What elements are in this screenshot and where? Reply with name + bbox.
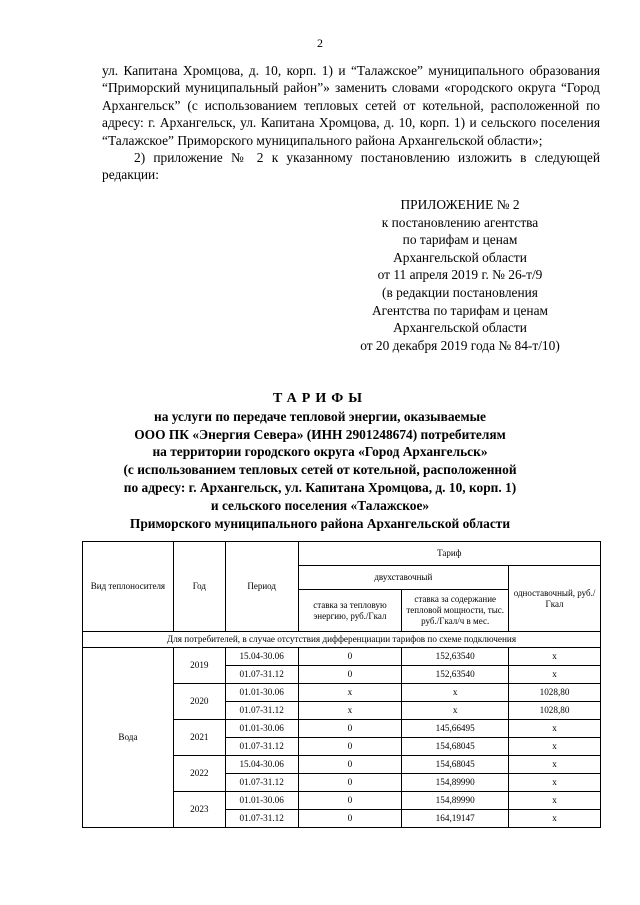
intro-text (102, 62, 600, 184)
period-cell: 01.07-31.12 (225, 702, 298, 720)
capacity-rate-cell: 152,63540 (402, 666, 509, 684)
header-single-rate: одноставочный, руб./Гкал (509, 566, 601, 632)
year-cell: 2022 (173, 756, 225, 792)
capacity-rate-cell: х (402, 702, 509, 720)
header-year: Год (173, 542, 225, 632)
period-cell: 01.07-31.12 (225, 810, 298, 828)
single-rate-cell: х (509, 666, 601, 684)
tariff-table (82, 541, 601, 828)
period-cell: 01.01-30.06 (225, 684, 298, 702)
energy-rate-cell: 0 (298, 774, 402, 792)
year-cell: 2020 (173, 684, 225, 720)
title-line: Приморского муниципального района Архангельской области (129, 515, 511, 531)
period-cell: 01.07-31.12 (225, 774, 298, 792)
energy-rate-cell: 0 (298, 648, 402, 666)
table-row (83, 648, 601, 666)
period-cell: 01.07-31.12 (225, 666, 298, 684)
capacity-rate-cell: 152,63540 (402, 648, 509, 666)
single-rate-cell: х (509, 648, 601, 666)
single-rate-cell: х (509, 720, 601, 738)
appendix-line: по тарифам и ценам (402, 232, 518, 248)
period-cell: 15.04-30.06 (225, 648, 298, 666)
energy-rate-cell: х (298, 684, 402, 702)
capacity-rate-cell: х (402, 684, 509, 702)
appendix-line: (в редакции постановления (382, 284, 538, 300)
period-cell: 01.01-30.06 (225, 792, 298, 810)
year-cell: 2019 (173, 648, 225, 684)
appendix-line: от 20 декабря 2019 года № 84-т/10) (360, 337, 560, 353)
title-line: на территории городского округа «Город Архангельск» (152, 444, 488, 460)
capacity-rate-cell: 145,66495 (402, 720, 509, 738)
single-rate-cell: х (509, 792, 601, 810)
energy-rate-cell: 0 (298, 792, 402, 810)
appendix-line: Архангельской области (393, 320, 527, 336)
capacity-rate-cell: 154,68045 (402, 756, 509, 774)
appendix-line: Агентства по тарифам и ценам (371, 302, 549, 318)
single-rate-cell: х (509, 756, 601, 774)
single-rate-cell: х (509, 810, 601, 828)
single-rate-cell: 1028,80 (509, 684, 601, 702)
period-cell: 15.04-30.06 (225, 756, 298, 774)
energy-rate-cell: 0 (298, 666, 402, 684)
header-energy-rate: ставка за тепловую энергию, руб./Гкал (298, 590, 402, 632)
year-cell: 2021 (173, 720, 225, 756)
year-cell: 2023 (173, 792, 225, 828)
carrier-cell: Вода (83, 648, 174, 828)
single-rate-cell: 1028,80 (509, 702, 601, 720)
title-line: на услуги по передаче тепловой энергии, оказываемые (154, 408, 486, 424)
header-capacity-rate: ставка за содержание тепловой мощности, тыс. руб./Гкал/ч в мес. (402, 590, 509, 632)
period-cell: 01.07-31.12 (225, 738, 298, 756)
title-line: и сельского поселения «Талажское» (210, 497, 430, 513)
energy-rate-cell: 0 (298, 720, 402, 738)
document-title (80, 390, 560, 532)
appendix-header (330, 196, 590, 354)
intro-paragraph-1: ул. Капитана Хромцова, д. 10, корп. 1) и “Талажское” муниципального образования “Приморский муниципальный район”» заменить словами «городского округа “Город Архангельск” (с использованием тепловых сетей от котельной, расположенной по адресу: г. Архангельск, ул. Капитана Хромцова, д. 10, корп. 1) и сельского поселения “Талажское” Приморского муниципального района Архангельской области»; (102, 63, 600, 148)
title-line: (с использованием тепловых сетей от котельной, расположенной (123, 462, 517, 478)
energy-rate-cell: 0 (298, 810, 402, 828)
header-carrier: Вид теплоносителя (83, 542, 174, 632)
energy-rate-cell: 0 (298, 756, 402, 774)
appendix-line: ПРИЛОЖЕНИЕ № 2 (400, 197, 520, 212)
title-line: ООО ПК «Энергия Севера» (ИНН 2901248674) потребителям (134, 426, 506, 442)
capacity-rate-cell: 154,89990 (402, 792, 509, 810)
capacity-rate-cell: 154,89990 (402, 774, 509, 792)
appendix-line: от 11 апреля 2019 г. № 26-т/9 (377, 267, 543, 283)
appendix-line: к постановлению агентства (381, 214, 539, 230)
page-number: 2 (317, 36, 323, 50)
capacity-rate-cell: 164,19147 (402, 810, 509, 828)
section-label: Для потребителей, в случае отсутствия дифференциации тарифов по схеме подключения (83, 632, 601, 648)
appendix-line: Архангельской области (393, 249, 527, 265)
intro-paragraph-2: 2) приложение № 2 к указанному постановлению изложить в следующей редакции: (102, 150, 600, 183)
single-rate-cell: х (509, 738, 601, 756)
single-rate-cell: х (509, 774, 601, 792)
header-period: Период (225, 542, 298, 632)
energy-rate-cell: 0 (298, 738, 402, 756)
capacity-rate-cell: 154,68045 (402, 738, 509, 756)
header-tariff: Тариф (298, 542, 600, 566)
header-two-part: двухставочный (298, 566, 508, 590)
energy-rate-cell: х (298, 702, 402, 720)
title-heading: ТАРИФЫ (273, 391, 367, 406)
title-line: по адресу: г. Архангельск, ул. Капитана Хромцова, д. 10, корп. 1) (123, 479, 517, 495)
period-cell: 01.01-30.06 (225, 720, 298, 738)
